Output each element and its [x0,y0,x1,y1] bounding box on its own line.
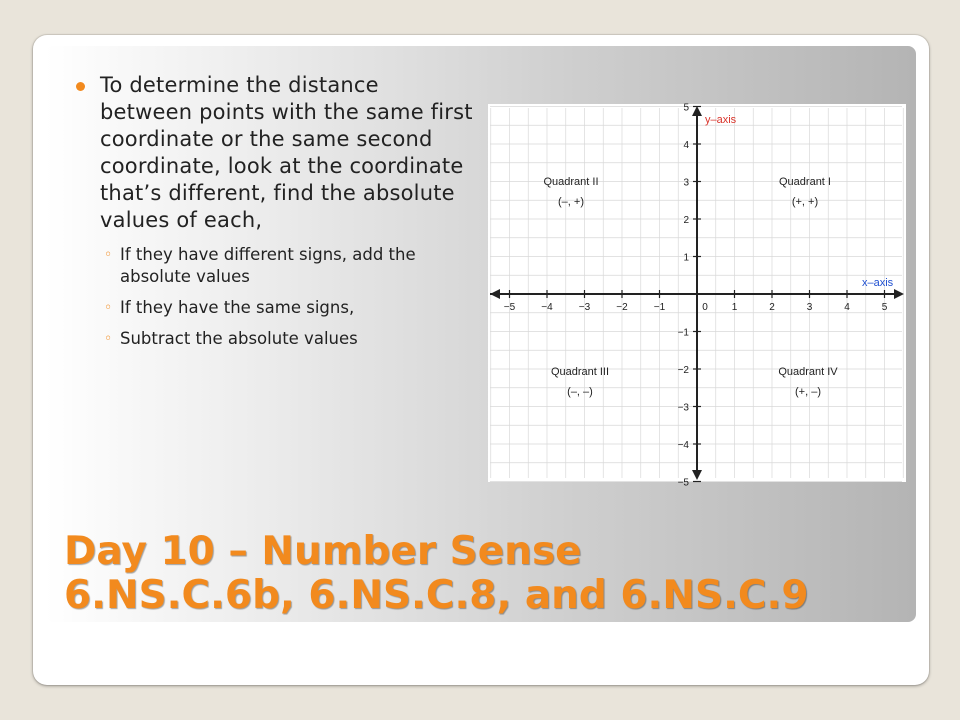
sub-bullet-list [74,244,474,350]
x-tick-label: 4 [844,302,850,313]
x-tick-label: −2 [616,302,628,313]
sub-bullet-circle-icon: ◦ [104,247,113,263]
x-axis-label: x–axis [862,277,894,289]
quadrant-3-signs: (–, –) [567,386,593,398]
x-tick-label: 0 [702,302,708,313]
sub-bullet [104,328,474,350]
y-axis-label: y–axis [705,114,737,126]
sub-bullet-circle-icon: ◦ [104,331,113,347]
quadrant-2-name: Quadrant II [543,176,599,188]
y-tick-label: 3 [683,177,689,189]
x-tick-label: 1 [731,302,738,313]
coordinate-plane [488,102,906,489]
x-tick-label: −4 [541,302,553,313]
y-tick-label: 1 [683,252,689,264]
sub-bullet-text: If they have the same signs, [120,298,355,317]
coordinate-plane-image [488,102,906,489]
title-line-2: 6.NS.C.6b, 6.NS.C.8, and 6.NS.C.9 [64,573,809,618]
quadrant-4-signs: (+, –) [795,386,821,398]
quadrant-3-name: Quadrant III [550,366,610,378]
y-tick-label: 5 [683,102,689,114]
y-tick-label: −3 [677,402,689,414]
y-tick-label: −2 [677,365,689,376]
sub-bullet-circle-icon: ◦ [104,300,113,316]
x-axis-left-arrow-icon [490,289,500,299]
x-tick-label: −1 [653,302,666,313]
y-tick-label: 4 [683,140,689,151]
main-bullet-text: To determine the distance between points with the same first coordinate or the same second coordinate, look at the coordinate that’s different, find the absolute values of each, [100,73,473,232]
quadrant-4-name: Quadrant IV [778,366,838,378]
sub-bullet-text: Subtract the absolute values [120,329,358,348]
sub-bullet [104,297,474,319]
x-tick-label: −5 [503,302,516,313]
quadrant-1-signs: (+, +) [791,196,819,208]
slide-title [64,530,809,618]
y-tick-label: −5 [677,477,689,489]
quadrant-2-signs: (–, +) [558,196,584,208]
title-line-1: Day 10 – Number Sense [64,529,582,574]
quadrant-1-name: Quadrant I [779,176,831,188]
x-tick-label: −3 [578,302,591,313]
main-bullet [74,72,474,234]
x-axis-right-arrow-icon [894,289,904,299]
bullet-dot-icon [76,82,85,91]
y-tick-label: 2 [683,215,689,226]
x-tick-label: 5 [881,302,888,313]
y-tick-label: −1 [677,327,689,339]
y-axis-up-arrow-icon [692,106,702,116]
y-tick-label: −4 [677,440,689,451]
tick-labels [504,103,888,489]
y-axis-down-arrow-icon [692,470,702,480]
x-tick-label: 2 [769,302,775,313]
slide-body [74,72,474,359]
sub-bullet [104,244,474,288]
x-tick-label: 3 [806,302,813,313]
sub-bullet-text: If they have different signs, add the absolute values [120,245,416,286]
